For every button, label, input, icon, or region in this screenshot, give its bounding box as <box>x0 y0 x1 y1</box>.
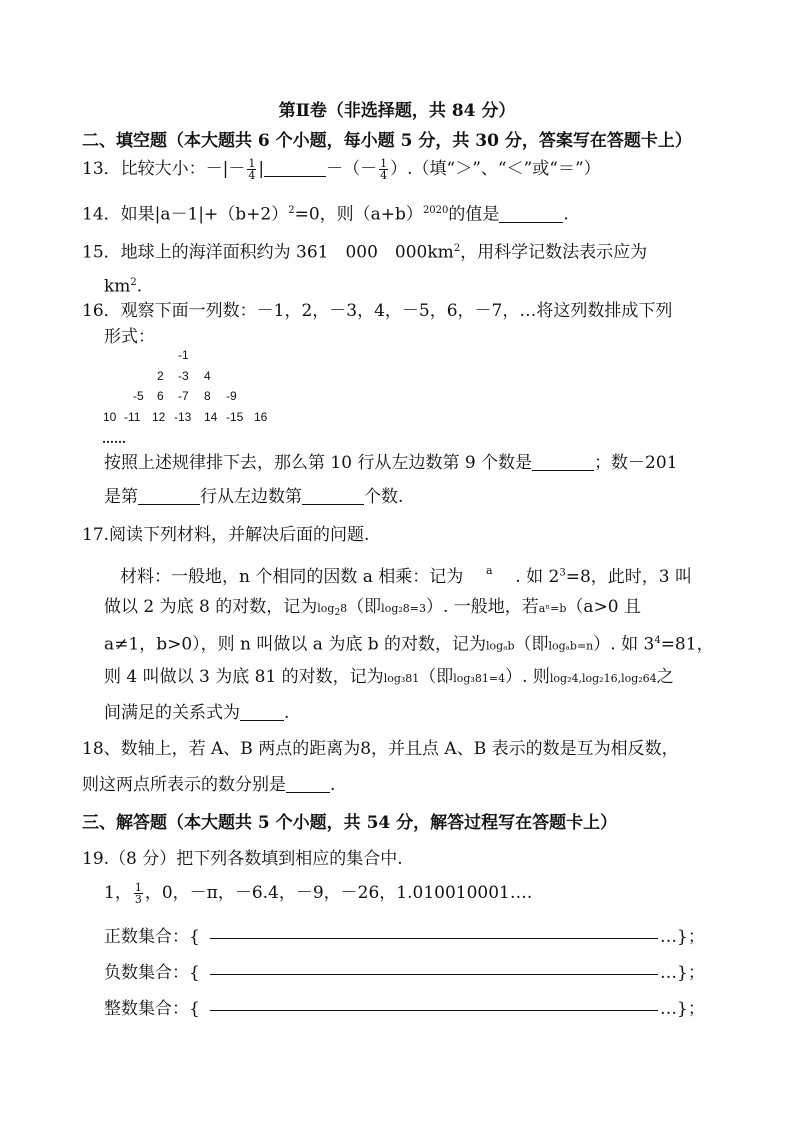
q17-material-line1 <box>120 560 692 588</box>
integer-set-field[interactable] <box>210 1010 658 1011</box>
q15-text-b: ，用科学记数法表示应为 <box>460 242 648 263</box>
triangle-cell: -5 <box>133 389 144 403</box>
fraction-one-quarter <box>247 158 256 181</box>
question-16-form: 形式： <box>104 327 155 347</box>
question-16-ask2 <box>104 486 403 508</box>
q17-text: （即 <box>347 597 382 617</box>
power-notation-image <box>463 560 515 582</box>
q19-text: 1， <box>104 883 132 903</box>
q18-text: 则这两点所表示的数分别是 <box>82 775 286 795</box>
q15-text-d: . <box>136 276 143 297</box>
q16-text-e: 是第 <box>104 487 138 507</box>
triangle-cell: -1 <box>178 348 189 362</box>
q14-text-a: 14．如果|a－1|+（b+2） <box>82 204 289 225</box>
set-end: …}； <box>660 999 705 1019</box>
q17-text: 则 4 叫做以 3 为底 81 的对数，记为 <box>104 667 384 687</box>
fraction-denominator: 4 <box>248 169 256 182</box>
triangle-cell: -13 <box>174 410 192 424</box>
q17-text: . <box>284 703 290 723</box>
triangle-cell: 8 <box>204 389 211 403</box>
fraction-numerator: 1 <box>134 881 142 894</box>
triangle-cell: -7 <box>178 389 189 403</box>
set-label: 整数集合：{ <box>104 999 200 1019</box>
power-base: a <box>486 564 493 577</box>
q16-text-c: 按照上述规律排下去，那么第 10 行从左边数第 9 个数是 <box>104 453 533 473</box>
q17-text: （即 <box>514 634 549 655</box>
triangle-cell: 4 <box>204 369 211 383</box>
q16-text-g: 个数. <box>364 487 404 507</box>
triangle-cell: -11 <box>124 410 141 424</box>
number-triangle <box>0 348 794 428</box>
fraction-one-third <box>134 882 143 905</box>
answer-blank[interactable] <box>138 488 200 505</box>
triangle-cell: 6 <box>157 389 164 403</box>
log-equation: log₂8=3 <box>381 602 426 615</box>
negative-set-row <box>104 958 200 983</box>
question-18: 18、数轴上，若 A、B 两点的距离为8，并且点 A、B 表示的数是互为相反数， <box>82 739 679 759</box>
q14-text-b: =0，则（a+b） <box>294 204 423 225</box>
log-expression: logₐb <box>486 639 515 653</box>
q17-material-line5 <box>104 702 289 724</box>
exponent: 2 <box>130 277 137 288</box>
triangle-cell: 14 <box>204 410 218 424</box>
fraction-denominator: 3 <box>134 893 142 906</box>
q18-text: . <box>330 775 336 795</box>
log-expression: log₃81 <box>383 672 420 685</box>
q17-material-line4 <box>104 666 674 690</box>
q16-text-f: 行从左边数第 <box>200 487 302 507</box>
log-equation: log₃81=4 <box>453 672 506 685</box>
q17-text: （即 <box>419 667 454 687</box>
q13-text-c: －（－ <box>326 159 378 179</box>
triangle-cell: 10 <box>103 410 117 424</box>
q13-text-a: 13．比较大小：－|－ <box>82 159 246 179</box>
fraction-numerator: 1 <box>380 157 388 170</box>
q17-text: ）. 一般地，若 <box>425 597 539 617</box>
q17-text: 间满足的关系式为 <box>104 703 240 723</box>
q13-text-b: | <box>258 159 265 179</box>
positive-set-field[interactable] <box>210 938 658 939</box>
q16-text-d: ；数－201 <box>594 453 678 473</box>
q17-text: ）. 如 3 <box>593 634 655 655</box>
log-word: log <box>317 602 335 615</box>
triangle-cell: 2 <box>157 369 164 383</box>
q19-numbers <box>104 882 532 905</box>
q17-material-line2 <box>104 596 641 624</box>
fraction-denominator: 4 <box>380 169 388 182</box>
answer-blank[interactable] <box>302 488 364 505</box>
set-end: …}； <box>660 927 705 947</box>
q14-text-d: . <box>563 204 569 225</box>
log-argument: 8 <box>340 602 348 615</box>
question-13 <box>82 158 601 181</box>
triangle-cell: -15 <box>226 410 244 424</box>
triangle-dots: …… <box>102 432 126 446</box>
exponent: 2 <box>288 205 295 216</box>
q17-text: 材料：一般地，n 个相同的因数 a 相乘：记为 <box>120 567 464 587</box>
answer-blank[interactable] <box>264 160 326 177</box>
q17-text: =8，此时，3 叫 <box>565 567 692 587</box>
q17-text: 之 <box>656 667 674 687</box>
section-answer-header: 三、解答题（本大题共 5 个小题，共 54 分，解答过程写在答题卡上） <box>82 813 618 833</box>
question-18-cont <box>82 774 335 796</box>
question-16-ask <box>104 452 678 474</box>
question-15 <box>82 238 647 264</box>
log-base: 2 <box>334 608 341 619</box>
answer-blank[interactable] <box>499 206 563 223</box>
question-19: 19.（8 分）把下列各数填到相应的集合中. <box>82 849 403 869</box>
q17-text: =81， <box>660 634 714 655</box>
question-14 <box>82 200 569 226</box>
triangle-cell: 16 <box>254 410 268 424</box>
log-equation: logₐb=n <box>548 639 594 653</box>
exponent: 3 <box>559 567 566 579</box>
q14-text-c: 的值是 <box>448 204 500 225</box>
q17-text: ）. 则 <box>505 667 550 687</box>
exponent: 4 <box>654 635 661 646</box>
q17-text: （a>0 且 <box>566 597 641 617</box>
answer-blank[interactable] <box>286 776 330 793</box>
unit-km: km <box>104 276 131 297</box>
set-label: 负数集合：{ <box>104 963 200 983</box>
exponent: 2020 <box>422 205 449 216</box>
q17-text: . 如 2 <box>515 567 560 587</box>
set-label: 正数集合：{ <box>104 927 200 947</box>
triangle-cell: 12 <box>152 410 166 424</box>
q17-text: a≠1，b>0），则 n 叫做以 a 为底 b 的对数，记为 <box>104 634 487 655</box>
q17-material-line3 <box>104 630 714 658</box>
integer-set-row <box>104 994 200 1019</box>
triangle-cell: -9 <box>226 389 237 403</box>
answer-blank[interactable] <box>532 454 594 471</box>
question-15-cont <box>104 272 142 298</box>
log-expression <box>317 602 348 619</box>
set-end: …}； <box>660 963 705 983</box>
question-16: 16．观察下面一列数：－1，2，－3，4，－5，6，－7，…将这列数排成下列 <box>82 301 673 321</box>
fraction-one-quarter <box>379 158 388 181</box>
power-equation: aⁿ=b <box>538 602 567 615</box>
section-fill-in-header: 二、填空题（本大题共 6 个小题，每小题 5 分，共 30 分，答案写在答题卡上） <box>82 131 692 151</box>
q15-text-a: 15．地球上的海洋面积约为 361 000 000km <box>82 242 454 263</box>
log-list: log₂4,log₂16,log₂64 <box>549 672 657 685</box>
negative-set-field[interactable] <box>210 974 658 975</box>
question-17: 17.阅读下列材料，并解决后面的问题. <box>82 525 370 545</box>
q17-text: 做以 2 为底 8 的对数，记为 <box>104 597 318 617</box>
exponent: 2 <box>453 243 461 254</box>
page-title: 第Ⅱ卷（非选择题，共 84 分） <box>278 101 516 121</box>
q13-text-d: ）.（填“＞”、“＜”或“＝”） <box>390 159 601 179</box>
positive-set-row <box>104 922 200 947</box>
triangle-cell: -3 <box>178 369 189 383</box>
fraction-numerator: 1 <box>248 157 256 170</box>
answer-blank[interactable] <box>240 704 284 721</box>
q19-text: ，0，－π，－6.4，－9，－26，1.010010001…. <box>144 883 533 903</box>
